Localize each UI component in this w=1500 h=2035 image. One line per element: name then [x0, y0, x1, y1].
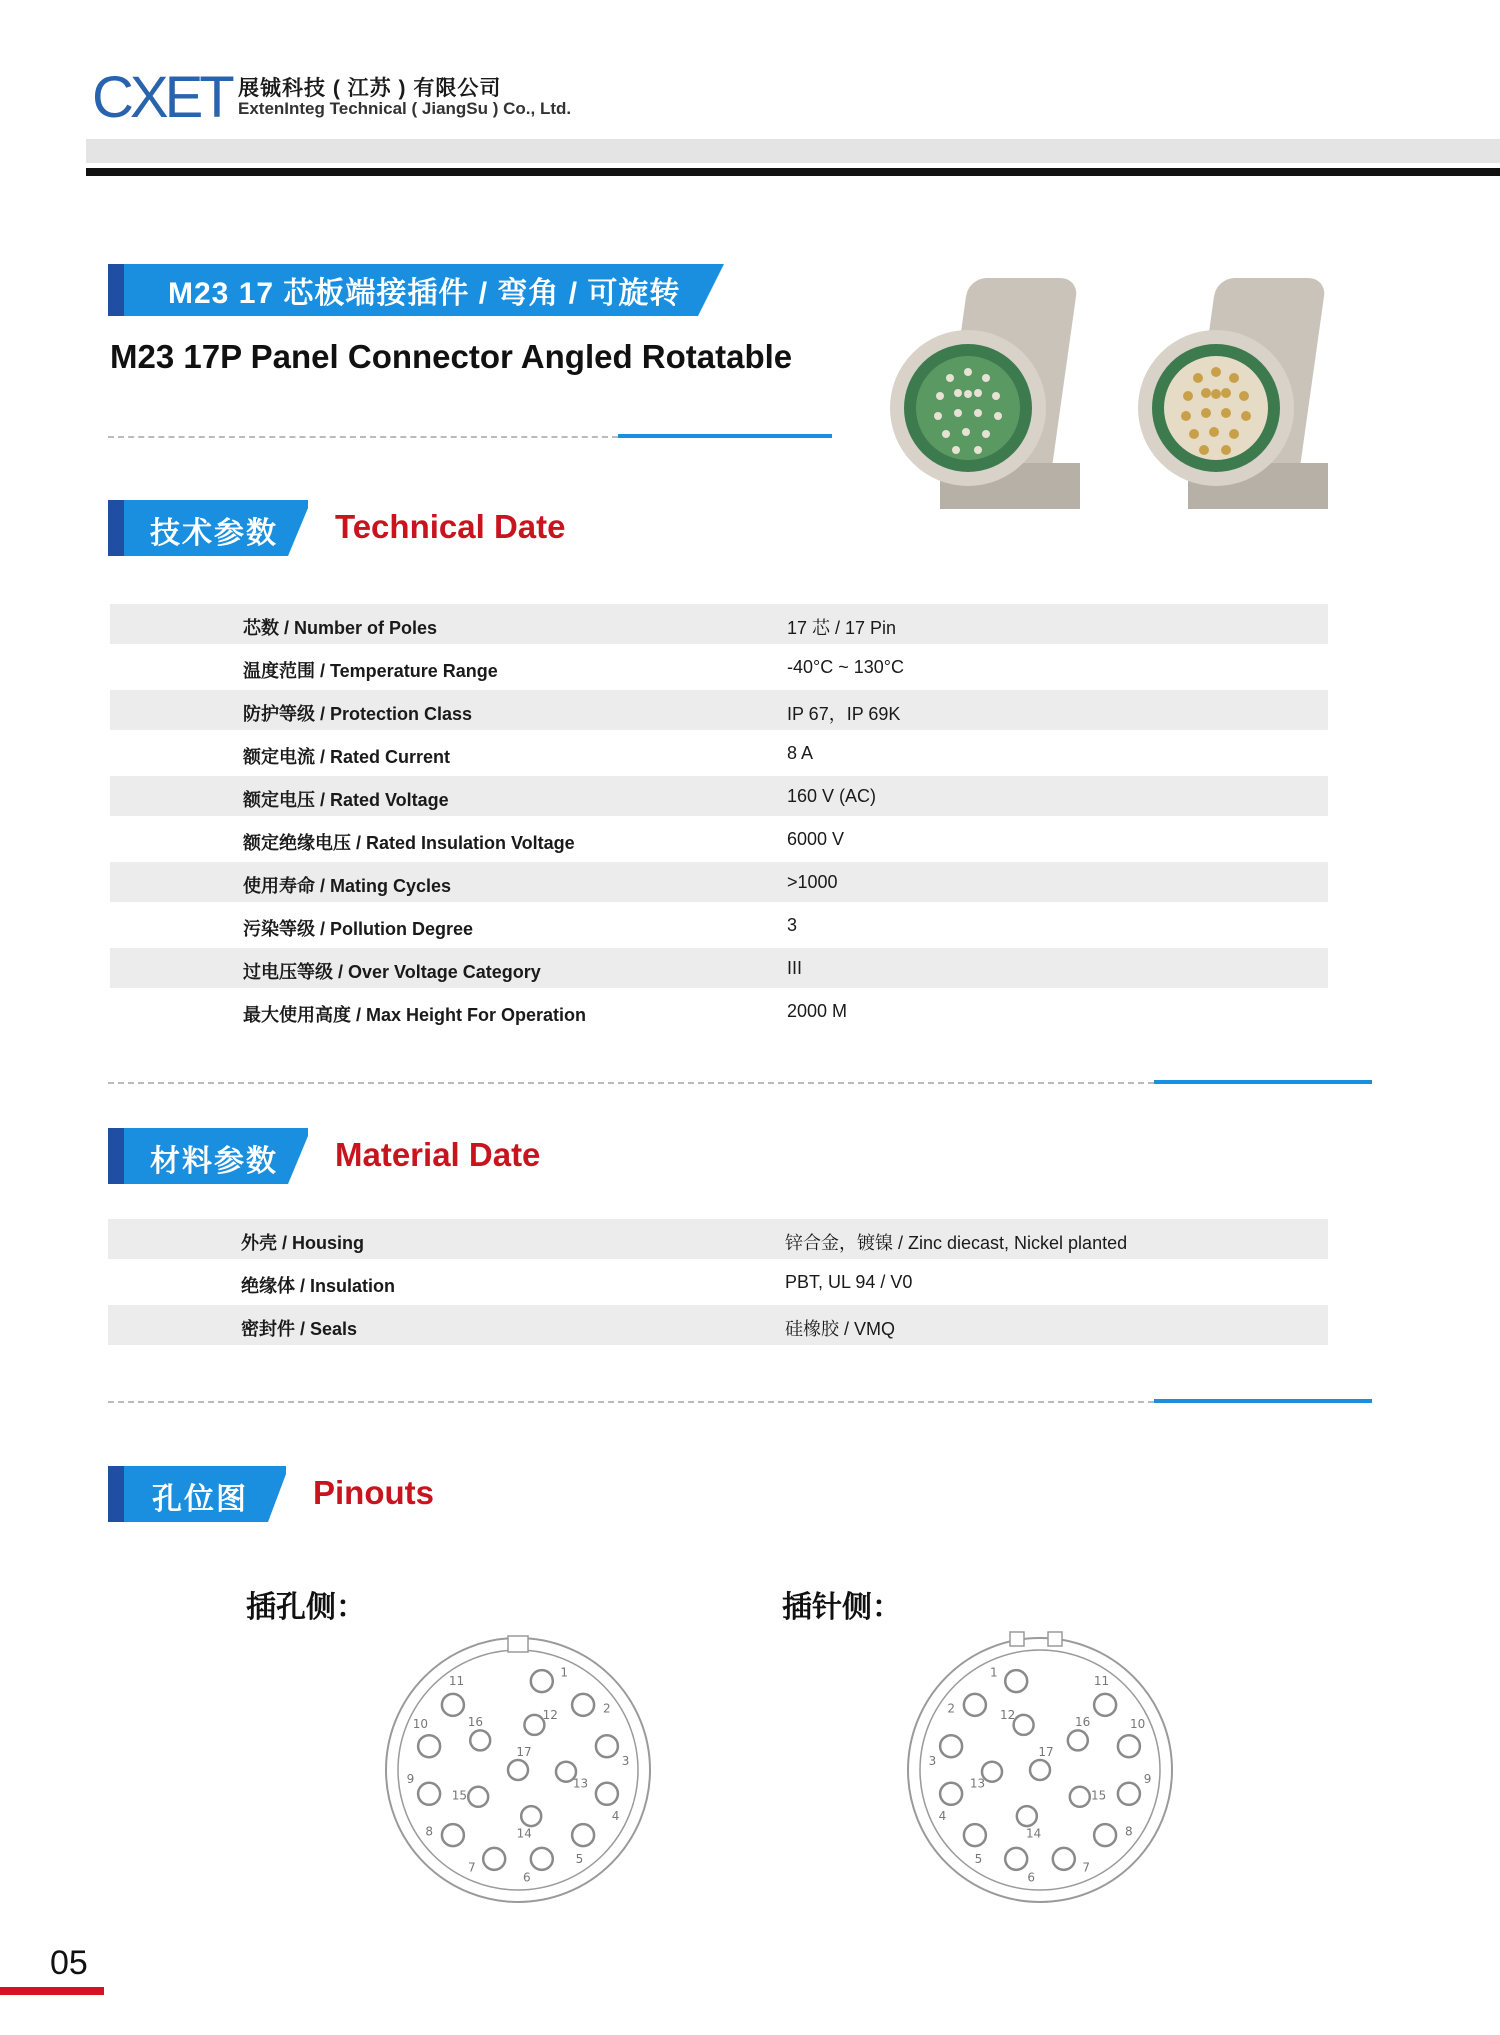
pin-contact-8: [1094, 1824, 1116, 1846]
socket-contact-label: 12: [542, 1707, 558, 1722]
pin-contact-label: 11: [1093, 1674, 1110, 1689]
table-row: [110, 776, 1328, 816]
param-value: >1000: [787, 872, 838, 892]
pin-contact-6: [1005, 1848, 1027, 1870]
param-name: 额定电流 / Rated Current: [243, 747, 451, 767]
pin-contact-label: 10: [1129, 1716, 1146, 1731]
socket-contact-label: 3: [621, 1754, 630, 1769]
pin-contact-16: [1068, 1730, 1088, 1750]
socket-contact-10: [418, 1735, 440, 1757]
socket-contact-1: [531, 1670, 553, 1692]
table-row: [110, 819, 1328, 859]
socket-pinout-diagram: [378, 1630, 658, 1910]
pin-contact-10: [1118, 1735, 1140, 1757]
table-row: [110, 991, 1328, 1031]
pin-contact-3: [940, 1735, 962, 1757]
socket-contact-7: [483, 1848, 505, 1870]
material-blue-divider: [1154, 1399, 1372, 1403]
pin-contact-14: [1017, 1806, 1037, 1826]
header-gray-band: [86, 139, 1500, 163]
pinouts-heading-en: Pinouts: [313, 1474, 434, 1511]
product-title-en: M23 17P Panel Connector Angled Rotatable: [110, 338, 793, 375]
socket-contact-label: 15: [451, 1788, 468, 1803]
pin-contact-17: [1030, 1760, 1050, 1780]
param-value: 160 V (AC): [787, 786, 877, 806]
socket-contact-label: 2: [602, 1701, 611, 1716]
title-blue-divider: [618, 434, 832, 438]
pin-contact-12: [1014, 1715, 1034, 1735]
product-photo-pin: [1138, 268, 1358, 512]
param-name: 芯数 / Number of Poles: [243, 618, 438, 638]
table-row: [110, 733, 1328, 773]
socket-contact-8: [442, 1824, 464, 1846]
material-name: 绝缘体 / Insulation: [241, 1276, 396, 1296]
param-value: 17 芯 / 17 Pin: [787, 618, 897, 638]
socket-contact-label: 9: [406, 1771, 415, 1786]
pin-contact-label: 3: [928, 1754, 937, 1769]
socket-contact-6: [531, 1848, 553, 1870]
pin-pinout-diagram: [900, 1630, 1180, 1910]
material-value: PBT, UL 94 / V0: [785, 1272, 913, 1292]
socket-contact-12: [524, 1715, 544, 1735]
table-row: [108, 1305, 1328, 1345]
param-name: 温度范围 / Temperature Range: [243, 661, 498, 681]
pin-contact-1: [1005, 1670, 1027, 1692]
pin-contact-label: 1: [989, 1665, 998, 1680]
socket-contact-label: 16: [467, 1715, 484, 1730]
table-row: [110, 905, 1328, 945]
pin-contact-label: 15: [1090, 1788, 1107, 1803]
socket-side-label: 插孔侧：: [246, 1591, 366, 1624]
socket-contact-2: [572, 1694, 594, 1716]
pin-contact-label: 5: [974, 1851, 983, 1866]
technical-heading-cn: 技术参数: [150, 517, 278, 550]
product-title-cn: M23 17 芯板端接插件 / 弯角 / 可旋转: [168, 277, 681, 310]
socket-contact-15: [468, 1787, 488, 1807]
socket-contact-label: 11: [448, 1674, 465, 1689]
pin-contact-15: [1070, 1787, 1090, 1807]
company-name-en: ExtenInteg Technical ( JiangSu ) Co., Ltd.: [238, 99, 572, 118]
pin-contact-label: 14: [1026, 1826, 1042, 1841]
table-row: [108, 1219, 1328, 1259]
socket-contact-label: 5: [575, 1851, 584, 1866]
table-row: [110, 647, 1328, 687]
page-number-bar: [0, 1987, 104, 1995]
socket-contact-5: [572, 1824, 594, 1846]
pinouts-heading-cn: 孔位图: [152, 1483, 248, 1516]
param-value: 6000 V: [787, 829, 845, 849]
table-row: [110, 604, 1328, 644]
param-value: IP 67，IP 69K: [787, 704, 901, 724]
page-number: 05: [50, 1944, 88, 1982]
material-value: 硅橡胶 / VMQ: [785, 1319, 896, 1339]
pin-contact-label: 12: [1000, 1707, 1016, 1722]
pin-contact-label: 6: [1027, 1870, 1036, 1885]
param-value: 2000 M: [787, 1001, 848, 1021]
table-row: [110, 862, 1328, 902]
pin-contact-label: 17: [1038, 1745, 1054, 1759]
socket-contact-4: [596, 1783, 618, 1805]
technical-dashed-divider: [108, 1082, 1154, 1084]
socket-contact-label: 6: [522, 1870, 531, 1885]
company-name-cn: 展铖科技 ( 江苏 ) 有限公司: [238, 77, 502, 100]
socket-contact-label: 1: [560, 1665, 569, 1680]
socket-contact-3: [596, 1735, 618, 1757]
param-value: -40°C ~ 130°C: [787, 657, 904, 677]
logo-text: CXET: [92, 65, 231, 130]
title-dashed-divider: [108, 436, 618, 438]
socket-contact-14: [521, 1806, 541, 1826]
pin-contact-label: 16: [1074, 1715, 1091, 1730]
socket-contact-label: 7: [467, 1860, 476, 1875]
material-name: 密封件 / Seals: [241, 1319, 358, 1339]
header-black-band: [86, 168, 1500, 176]
pin-contact-9: [1118, 1783, 1140, 1805]
socket-contact-label: 4: [611, 1809, 620, 1824]
pin-contact-label: 8: [1124, 1824, 1133, 1839]
pin-contact-label: 9: [1143, 1771, 1152, 1786]
param-value: 8 A: [787, 743, 814, 763]
socket-contact-9: [418, 1783, 440, 1805]
pin-contact-5: [964, 1824, 986, 1846]
product-photo-socket: [890, 268, 1110, 512]
socket-contact-11: [442, 1694, 464, 1716]
socket-contact-16: [470, 1730, 490, 1750]
socket-contact-label: 14: [516, 1826, 532, 1841]
material-name: 外壳 / Housing: [241, 1233, 364, 1253]
param-name: 使用寿命 / Mating Cycles: [243, 876, 452, 896]
material-heading-cn: 材料参数: [150, 1145, 278, 1178]
param-name: 防护等级 / Protection Class: [243, 704, 473, 724]
pin-contact-label: 13: [969, 1776, 986, 1791]
pin-side-label: 插针侧：: [782, 1591, 902, 1624]
param-name: 额定电压 / Rated Voltage: [243, 790, 449, 810]
socket-contact-label: 17: [516, 1745, 532, 1759]
material-heading-en: Material Date: [335, 1136, 541, 1173]
socket-contact-label: 10: [412, 1716, 429, 1731]
technical-heading-en: Technical Date: [335, 508, 566, 545]
param-name: 污染等级 / Pollution Degree: [243, 919, 474, 939]
param-name: 额定绝缘电压 / Rated Insulation Voltage: [243, 833, 575, 853]
socket-contact-17: [508, 1760, 528, 1780]
company-logo: [92, 62, 231, 132]
param-name: 过电压等级 / Over Voltage Category: [243, 962, 541, 982]
table-row: [110, 690, 1328, 730]
socket-contact-label: 8: [425, 1824, 434, 1839]
pin-contact-label: 2: [947, 1701, 956, 1716]
param-name: 最大使用高度 / Max Height For Operation: [243, 1005, 587, 1025]
pin-contact-11: [1094, 1694, 1116, 1716]
table-row: [108, 1262, 1328, 1302]
pin-contact-label: 7: [1082, 1860, 1091, 1875]
socket-contact-label: 13: [572, 1776, 589, 1791]
pin-contact-4: [940, 1783, 962, 1805]
material-value: 锌合金，镀镍 / Zinc diecast, Nickel planted: [785, 1233, 1128, 1253]
pin-contact-7: [1053, 1848, 1075, 1870]
pin-contact-label: 4: [938, 1809, 947, 1824]
technical-blue-divider: [1154, 1080, 1372, 1084]
pin-contact-2: [964, 1694, 986, 1716]
param-value: 3: [787, 915, 798, 935]
param-value: III: [787, 958, 803, 978]
material-dashed-divider: [108, 1401, 1154, 1403]
table-row: [110, 948, 1328, 988]
